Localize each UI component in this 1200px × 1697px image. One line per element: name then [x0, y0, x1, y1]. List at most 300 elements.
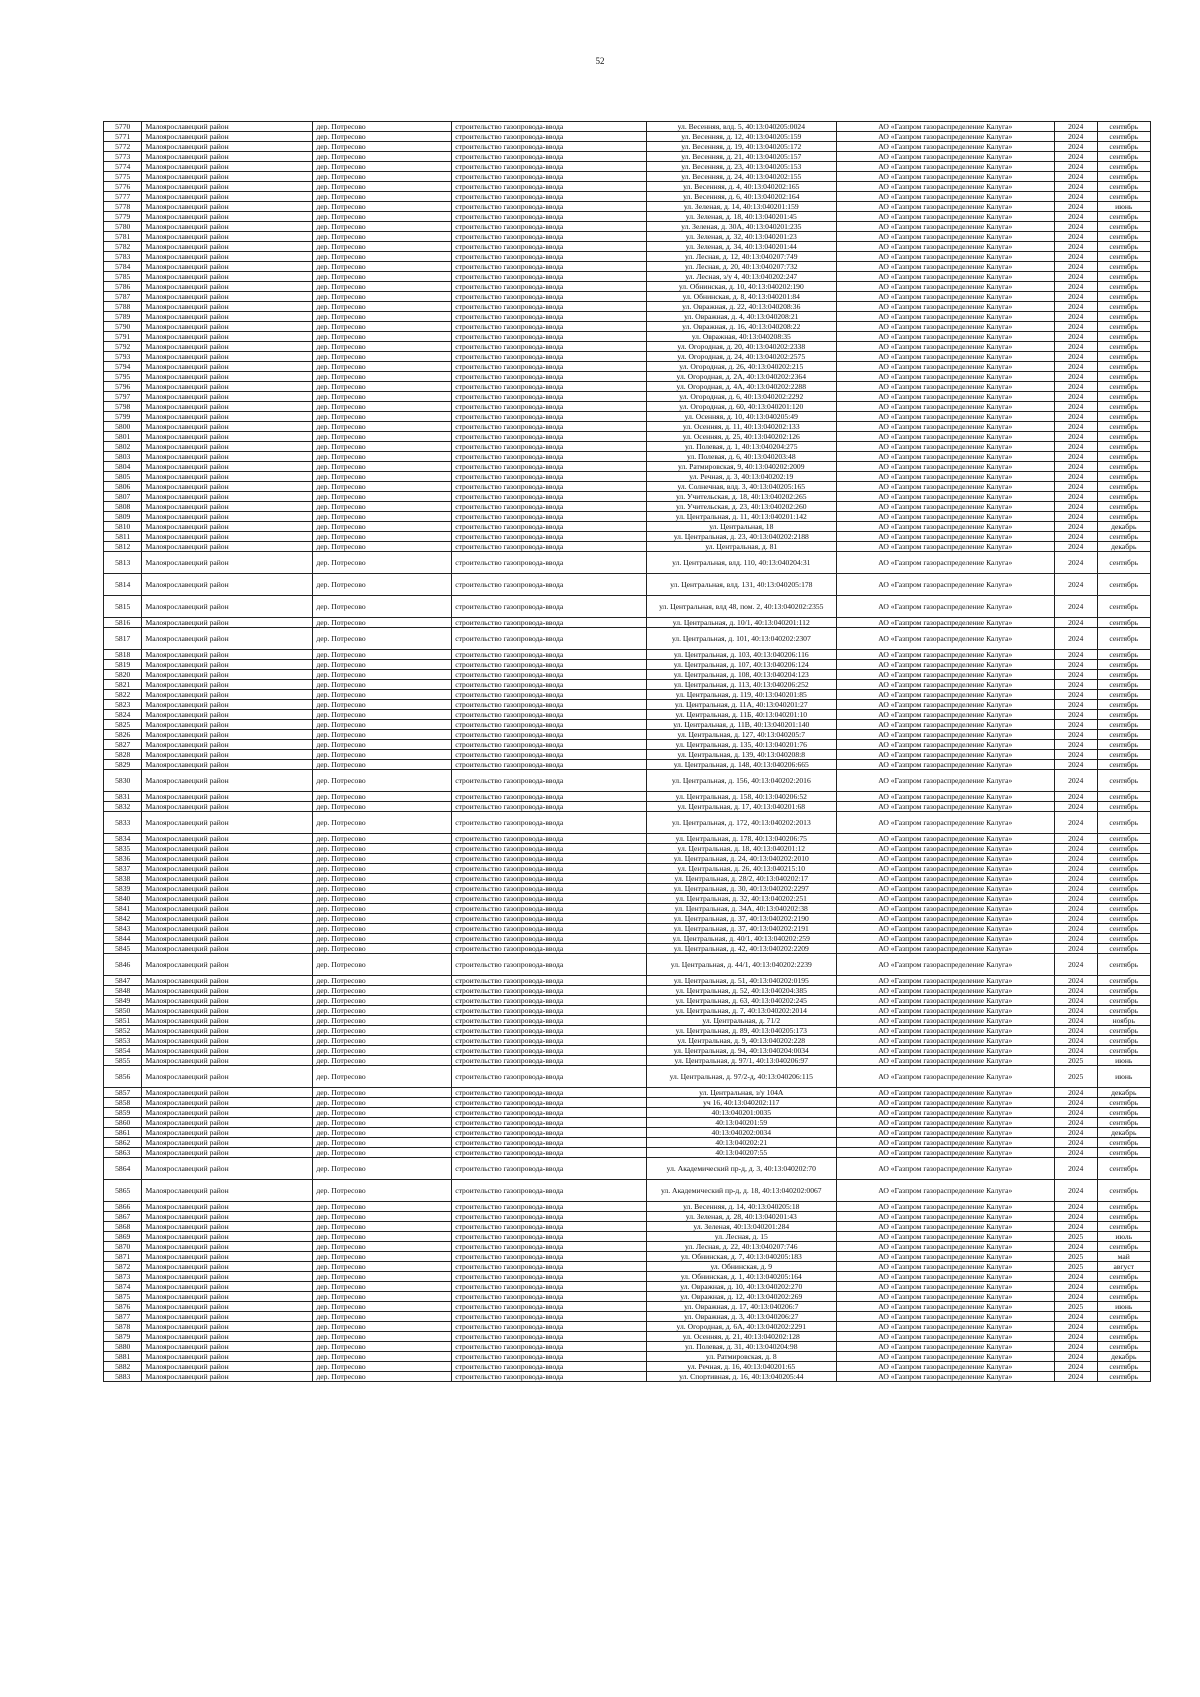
address-cell: ул. Овражная, д. 16, 40:13:040208:22: [646, 322, 836, 332]
address-cell: ул. Осенняя, д. 21, 40:13:040202:128: [646, 1332, 836, 1342]
address-cell: ул. Огородная, д. 6А, 40:13:040202:2291: [646, 1322, 836, 1332]
work-type-cell: строительство газопровода-ввода: [452, 894, 646, 904]
work-type-cell: строительство газопровода-ввода: [452, 720, 646, 730]
district-cell: Малоярославецкий район: [142, 392, 313, 402]
row-number: 5839: [104, 884, 142, 894]
row-number: 5829: [104, 760, 142, 770]
row-number: 5852: [104, 1026, 142, 1036]
month-cell: сентябрь: [1097, 392, 1150, 402]
address-cell: ул. Центральная, д. 26, 40:13:040215:10: [646, 864, 836, 874]
address-cell: ул. Центральная, д. 11Б, 40:13:040201:10: [646, 710, 836, 720]
work-type-cell: строительство газопровода-ввода: [452, 596, 646, 618]
row-number: 5864: [104, 1158, 142, 1180]
work-type-cell: строительство газопровода-ввода: [452, 512, 646, 522]
row-number: 5823: [104, 700, 142, 710]
locality-cell: дер. Потресово: [313, 542, 452, 552]
table-row: [104, 1322, 1151, 1332]
year-cell: 2024: [1054, 944, 1097, 954]
work-type-cell: строительство газопровода-ввода: [452, 628, 646, 650]
work-type-cell: строительство газопровода-ввода: [452, 1212, 646, 1222]
month-cell: сентябрь: [1097, 670, 1150, 680]
locality-cell: дер. Потресово: [313, 720, 452, 730]
month-cell: сентябрь: [1097, 1036, 1150, 1046]
address-cell: ул. Центральная, д. 28/2, 40:13:040202:17: [646, 874, 836, 884]
locality-cell: дер. Потресово: [313, 382, 452, 392]
locality-cell: дер. Потресово: [313, 1108, 452, 1118]
address-cell: ул. Зеленая, д. 32, 40:13:040201:23: [646, 232, 836, 242]
month-cell: сентябрь: [1097, 1006, 1150, 1016]
locality-cell: дер. Потресово: [313, 792, 452, 802]
locality-cell: дер. Потресово: [313, 132, 452, 142]
district-cell: Малоярославецкий район: [142, 122, 313, 132]
organization-cell: АО «Газпром газораспределение Калуга»: [836, 152, 1054, 162]
locality-cell: дер. Потресово: [313, 1202, 452, 1212]
address-cell: ул. Огородная, д. 24, 40:13:040202:2575: [646, 352, 836, 362]
locality-cell: дер. Потресово: [313, 1292, 452, 1302]
table-row: [104, 730, 1151, 740]
locality-cell: дер. Потресово: [313, 342, 452, 352]
row-number: 5861: [104, 1128, 142, 1138]
address-cell: ул. Центральная, влд. 131, 40:13:040205:178: [646, 574, 836, 596]
district-cell: Малоярославецкий район: [142, 402, 313, 412]
locality-cell: дер. Потресово: [313, 302, 452, 312]
table-row: [104, 532, 1151, 542]
row-number: 5859: [104, 1108, 142, 1118]
year-cell: 2024: [1054, 874, 1097, 884]
address-cell: ул. Весенняя, д. 23, 40:13:040205:153: [646, 162, 836, 172]
row-number: 5784: [104, 262, 142, 272]
locality-cell: дер. Потресово: [313, 322, 452, 332]
district-cell: Малоярославецкий район: [142, 1088, 313, 1098]
row-number: 5775: [104, 172, 142, 182]
table-row: [104, 1158, 1151, 1180]
district-cell: Малоярославецкий район: [142, 996, 313, 1006]
work-type-cell: строительство газопровода-ввода: [452, 1292, 646, 1302]
address-cell: ул. Овражная, д. 22, 40:13:040208:36: [646, 302, 836, 312]
organization-cell: АО «Газпром газораспределение Калуга»: [836, 802, 1054, 812]
year-cell: 2024: [1054, 142, 1097, 152]
address-cell: ул. Огородная, д. 4А, 40:13:040202:2288: [646, 382, 836, 392]
month-cell: сентябрь: [1097, 924, 1150, 934]
row-number: 5851: [104, 1016, 142, 1026]
district-cell: Малоярославецкий район: [142, 1046, 313, 1056]
locality-cell: дер. Потресово: [313, 1282, 452, 1292]
table-row: [104, 1148, 1151, 1158]
work-type-cell: строительство газопровода-ввода: [452, 262, 646, 272]
address-cell: ул. Зеленая, д. 14, 40:13:040201:159: [646, 202, 836, 212]
district-cell: Малоярославецкий район: [142, 954, 313, 976]
address-cell: ул. Спортивная, д. 16, 40:13:040205:44: [646, 1372, 836, 1382]
address-cell: ул. Центральная, д. 81: [646, 542, 836, 552]
locality-cell: дер. Потресово: [313, 1158, 452, 1180]
work-type-cell: строительство газопровода-ввода: [452, 282, 646, 292]
month-cell: сентябрь: [1097, 1362, 1150, 1372]
address-cell: ул. Центральная, д. 113, 40:13:040206:252: [646, 680, 836, 690]
work-type-cell: строительство газопровода-ввода: [452, 1066, 646, 1088]
address-cell: ул. Ратмировская, д. 8: [646, 1352, 836, 1362]
year-cell: 2024: [1054, 512, 1097, 522]
year-cell: 2024: [1054, 1322, 1097, 1332]
address-cell: ул. Лесная, з/у 4, 40:13:040202:247: [646, 272, 836, 282]
address-cell: ул. Центральная, д. 40/1, 40:13:040202:259: [646, 934, 836, 944]
table-row: [104, 492, 1151, 502]
table-row: [104, 422, 1151, 432]
locality-cell: дер. Потресово: [313, 1242, 452, 1252]
year-cell: 2024: [1054, 332, 1097, 342]
organization-cell: АО «Газпром газораспределение Калуга»: [836, 812, 1054, 834]
row-number: 5772: [104, 142, 142, 152]
district-cell: Малоярославецкий район: [142, 1292, 313, 1302]
month-cell: сентябрь: [1097, 422, 1150, 432]
row-number: 5867: [104, 1212, 142, 1222]
year-cell: 2024: [1054, 750, 1097, 760]
organization-cell: АО «Газпром газораспределение Калуга»: [836, 864, 1054, 874]
month-cell: июнь: [1097, 1056, 1150, 1066]
district-cell: Малоярославецкий район: [142, 1118, 313, 1128]
locality-cell: дер. Потресово: [313, 954, 452, 976]
month-cell: сентябрь: [1097, 262, 1150, 272]
locality-cell: дер. Потресово: [313, 392, 452, 402]
work-type-cell: строительство газопровода-ввода: [452, 182, 646, 192]
month-cell: сентябрь: [1097, 730, 1150, 740]
work-type-cell: строительство газопровода-ввода: [452, 402, 646, 412]
organization-cell: АО «Газпром газораспределение Калуга»: [836, 552, 1054, 574]
organization-cell: АО «Газпром газораспределение Калуга»: [836, 1056, 1054, 1066]
organization-cell: АО «Газпром газораспределение Калуга»: [836, 954, 1054, 976]
district-cell: Малоярославецкий район: [142, 730, 313, 740]
locality-cell: дер. Потресово: [313, 482, 452, 492]
year-cell: 2024: [1054, 1202, 1097, 1212]
year-cell: 2025: [1054, 1262, 1097, 1272]
table-row: [104, 142, 1151, 152]
work-type-cell: строительство газопровода-ввода: [452, 1026, 646, 1036]
district-cell: Малоярославецкий район: [142, 1180, 313, 1202]
district-cell: Малоярославецкий район: [142, 372, 313, 382]
row-number: 5788: [104, 302, 142, 312]
district-cell: Малоярославецкий район: [142, 1202, 313, 1212]
work-type-cell: строительство газопровода-ввода: [452, 432, 646, 442]
month-cell: сентябрь: [1097, 432, 1150, 442]
table-row: [104, 854, 1151, 864]
locality-cell: дер. Потресово: [313, 894, 452, 904]
organization-cell: АО «Газпром газораспределение Калуга»: [836, 1222, 1054, 1232]
organization-cell: АО «Газпром газораспределение Калуга»: [836, 934, 1054, 944]
address-cell: ул. Академический пр-д, д. 3, 40:13:040202:70: [646, 1158, 836, 1180]
row-number: 5836: [104, 854, 142, 864]
organization-cell: АО «Газпром газораспределение Калуга»: [836, 1252, 1054, 1262]
row-number: 5846: [104, 954, 142, 976]
district-cell: Малоярославецкий район: [142, 1232, 313, 1242]
table-row: [104, 1272, 1151, 1282]
locality-cell: дер. Потресово: [313, 1232, 452, 1242]
organization-cell: АО «Газпром газораспределение Калуга»: [836, 976, 1054, 986]
locality-cell: дер. Потресово: [313, 122, 452, 132]
table-row: [104, 1372, 1151, 1382]
year-cell: 2024: [1054, 914, 1097, 924]
month-cell: сентябрь: [1097, 492, 1150, 502]
organization-cell: АО «Газпром газораспределение Калуга»: [836, 1342, 1054, 1352]
address-cell: ул. Огородная, д. 20, 40:13:040202:2338: [646, 342, 836, 352]
address-cell: ул. Центральная, д. 119, 40:13:040201:85: [646, 690, 836, 700]
year-cell: 2024: [1054, 596, 1097, 618]
row-number: 5832: [104, 802, 142, 812]
year-cell: 2024: [1054, 372, 1097, 382]
organization-cell: АО «Газпром газораспределение Калуга»: [836, 660, 1054, 670]
year-cell: 2024: [1054, 282, 1097, 292]
month-cell: сентябрь: [1097, 996, 1150, 1006]
locality-cell: дер. Потресово: [313, 332, 452, 342]
address-cell: 40:13:040201:0035: [646, 1108, 836, 1118]
district-cell: Малоярославецкий район: [142, 628, 313, 650]
year-cell: 2024: [1054, 1352, 1097, 1362]
row-number: 5792: [104, 342, 142, 352]
locality-cell: дер. Потресово: [313, 884, 452, 894]
organization-cell: АО «Газпром газораспределение Калуга»: [836, 232, 1054, 242]
work-type-cell: строительство газопровода-ввода: [452, 242, 646, 252]
organization-cell: АО «Газпром газораспределение Калуга»: [836, 884, 1054, 894]
row-number: 5774: [104, 162, 142, 172]
month-cell: сентябрь: [1097, 844, 1150, 854]
row-number: 5810: [104, 522, 142, 532]
month-cell: сентябрь: [1097, 472, 1150, 482]
organization-cell: АО «Газпром газораспределение Калуга»: [836, 1302, 1054, 1312]
district-cell: Малоярославецкий район: [142, 680, 313, 690]
district-cell: Малоярославецкий район: [142, 1148, 313, 1158]
address-cell: ул. Центральная, д. 34А, 40:13:040202:38: [646, 904, 836, 914]
locality-cell: дер. Потресово: [313, 172, 452, 182]
address-cell: ул. Обнинская, д. 8, 40:13:040201:84: [646, 292, 836, 302]
district-cell: Малоярославецкий район: [142, 1372, 313, 1382]
month-cell: сентябрь: [1097, 302, 1150, 312]
district-cell: Малоярославецкий район: [142, 864, 313, 874]
table-row: [104, 1088, 1151, 1098]
year-cell: 2024: [1054, 292, 1097, 302]
district-cell: Малоярославецкий район: [142, 792, 313, 802]
row-number: 5771: [104, 132, 142, 142]
month-cell: сентябрь: [1097, 1292, 1150, 1302]
district-cell: Малоярославецкий район: [142, 1016, 313, 1026]
locality-cell: дер. Потресово: [313, 710, 452, 720]
month-cell: июль: [1097, 1232, 1150, 1242]
district-cell: Малоярославецкий район: [142, 1282, 313, 1292]
work-type-cell: строительство газопровода-ввода: [452, 812, 646, 834]
address-cell: ул. Центральная, д. 139, 40:13:040208:8: [646, 750, 836, 760]
row-number: 5812: [104, 542, 142, 552]
locality-cell: дер. Потресово: [313, 670, 452, 680]
work-type-cell: строительство газопровода-ввода: [452, 1088, 646, 1098]
work-type-cell: строительство газопровода-ввода: [452, 690, 646, 700]
address-cell: ул. Весенняя, д. 19, 40:13:040205:172: [646, 142, 836, 152]
district-cell: Малоярославецкий район: [142, 986, 313, 996]
table-row: [104, 282, 1151, 292]
locality-cell: дер. Потресово: [313, 502, 452, 512]
address-cell: ул. Зеленая, д. 34, 40:13:040201:44: [646, 242, 836, 252]
table-row: [104, 802, 1151, 812]
month-cell: сентябрь: [1097, 412, 1150, 422]
month-cell: декабрь: [1097, 542, 1150, 552]
address-cell: ул. Овражная, д. 17, 40:13:040206:7: [646, 1302, 836, 1312]
organization-cell: АО «Газпром газораспределение Калуга»: [836, 132, 1054, 142]
month-cell: сентябрь: [1097, 1148, 1150, 1158]
work-type-cell: строительство газопровода-ввода: [452, 1046, 646, 1056]
table-row: [104, 182, 1151, 192]
organization-cell: АО «Газпром газораспределение Калуга»: [836, 1312, 1054, 1322]
row-number: 5791: [104, 332, 142, 342]
organization-cell: АО «Газпром газораспределение Калуга»: [836, 986, 1054, 996]
locality-cell: дер. Потресово: [313, 362, 452, 372]
month-cell: сентябрь: [1097, 232, 1150, 242]
district-cell: Малоярославецкий район: [142, 760, 313, 770]
locality-cell: дер. Потресово: [313, 432, 452, 442]
work-type-cell: строительство газопровода-ввода: [452, 1202, 646, 1212]
month-cell: сентябрь: [1097, 352, 1150, 362]
district-cell: Малоярославецкий район: [142, 152, 313, 162]
year-cell: 2024: [1054, 740, 1097, 750]
table-row: [104, 834, 1151, 844]
row-number: 5876: [104, 1302, 142, 1312]
district-cell: Малоярославецкий район: [142, 1098, 313, 1108]
table-row: [104, 628, 1151, 650]
work-type-cell: строительство газопровода-ввода: [452, 232, 646, 242]
row-number: 5833: [104, 812, 142, 834]
table-row: [104, 1312, 1151, 1322]
district-cell: Малоярославецкий район: [142, 262, 313, 272]
month-cell: сентябрь: [1097, 680, 1150, 690]
month-cell: май: [1097, 1252, 1150, 1262]
organization-cell: АО «Газпром газораспределение Калуга»: [836, 1180, 1054, 1202]
year-cell: 2024: [1054, 322, 1097, 332]
locality-cell: дер. Потресово: [313, 628, 452, 650]
row-number: 5818: [104, 650, 142, 660]
address-cell: ул. Овражная, д. 12, 40:13:040202:269: [646, 1292, 836, 1302]
year-cell: 2024: [1054, 552, 1097, 574]
year-cell: 2024: [1054, 352, 1097, 362]
table-row: [104, 844, 1151, 854]
month-cell: сентябрь: [1097, 142, 1150, 152]
year-cell: 2024: [1054, 1016, 1097, 1026]
table-row: [104, 1302, 1151, 1312]
row-number: 5827: [104, 740, 142, 750]
table-row: [104, 292, 1151, 302]
district-cell: Малоярославецкий район: [142, 844, 313, 854]
organization-cell: АО «Газпром газораспределение Калуга»: [836, 162, 1054, 172]
year-cell: 2024: [1054, 382, 1097, 392]
month-cell: сентябрь: [1097, 452, 1150, 462]
work-type-cell: строительство газопровода-ввода: [452, 1232, 646, 1242]
month-cell: сентябрь: [1097, 1118, 1150, 1128]
table-row: [104, 1098, 1151, 1108]
month-cell: сентябрь: [1097, 342, 1150, 352]
table-row: [104, 1332, 1151, 1342]
row-number: 5826: [104, 730, 142, 740]
table-row: [104, 1202, 1151, 1212]
locality-cell: дер. Потресово: [313, 770, 452, 792]
locality-cell: дер. Потресово: [313, 262, 452, 272]
work-type-cell: строительство газопровода-ввода: [452, 976, 646, 986]
district-cell: Малоярославецкий район: [142, 472, 313, 482]
year-cell: 2024: [1054, 720, 1097, 730]
organization-cell: АО «Газпром газораспределение Калуга»: [836, 182, 1054, 192]
work-type-cell: строительство газопровода-ввода: [452, 522, 646, 532]
district-cell: Малоярославецкий район: [142, 502, 313, 512]
month-cell: сентябрь: [1097, 1242, 1150, 1252]
row-number: 5795: [104, 372, 142, 382]
row-number: 5840: [104, 894, 142, 904]
organization-cell: АО «Газпром газораспределение Калуга»: [836, 472, 1054, 482]
locality-cell: дер. Потресово: [313, 1180, 452, 1202]
district-cell: Малоярославецкий район: [142, 292, 313, 302]
district-cell: Малоярославецкий район: [142, 362, 313, 372]
work-type-cell: строительство газопровода-ввода: [452, 1108, 646, 1118]
work-type-cell: строительство газопровода-ввода: [452, 122, 646, 132]
year-cell: 2025: [1054, 1302, 1097, 1312]
year-cell: 2024: [1054, 1006, 1097, 1016]
address-cell: уч 16, 40:13:040202:117: [646, 1098, 836, 1108]
month-cell: сентябрь: [1097, 792, 1150, 802]
year-cell: 2025: [1054, 1232, 1097, 1242]
address-cell: ул. Весенняя, д. 6, 40:13:040202:164: [646, 192, 836, 202]
table-row: [104, 954, 1151, 976]
work-type-cell: строительство газопровода-ввода: [452, 312, 646, 322]
district-cell: Малоярославецкий район: [142, 302, 313, 312]
row-number: 5877: [104, 1312, 142, 1322]
row-number: 5804: [104, 462, 142, 472]
locality-cell: дер. Потресово: [313, 1312, 452, 1322]
address-cell: ул. Весенняя, д. 24, 40:13:040202:155: [646, 172, 836, 182]
work-type-cell: строительство газопровода-ввода: [452, 292, 646, 302]
year-cell: 2024: [1054, 1242, 1097, 1252]
year-cell: 2024: [1054, 402, 1097, 412]
locality-cell: дер. Потресово: [313, 1128, 452, 1138]
organization-cell: АО «Газпром газораспределение Калуга»: [836, 1026, 1054, 1036]
organization-cell: АО «Газпром газораспределение Калуга»: [836, 650, 1054, 660]
organization-cell: АО «Газпром газораспределение Калуга»: [836, 904, 1054, 914]
organization-cell: АО «Газпром газораспределение Калуга»: [836, 142, 1054, 152]
organization-cell: АО «Газпром газораспределение Калуга»: [836, 362, 1054, 372]
table-row: [104, 720, 1151, 730]
year-cell: 2024: [1054, 680, 1097, 690]
work-type-cell: строительство газопровода-ввода: [452, 1242, 646, 1252]
month-cell: сентябрь: [1097, 812, 1150, 834]
locality-cell: дер. Потресово: [313, 1322, 452, 1332]
locality-cell: дер. Потресово: [313, 874, 452, 884]
district-cell: Малоярославецкий район: [142, 242, 313, 252]
row-number: 5853: [104, 1036, 142, 1046]
row-number: 5800: [104, 422, 142, 432]
work-type-cell: строительство газопровода-ввода: [452, 1148, 646, 1158]
month-cell: сентябрь: [1097, 954, 1150, 976]
table-row: [104, 618, 1151, 628]
work-type-cell: строительство газопровода-ввода: [452, 212, 646, 222]
year-cell: 2024: [1054, 132, 1097, 142]
row-number: 5808: [104, 502, 142, 512]
locality-cell: дер. Потресово: [313, 1046, 452, 1056]
organization-cell: АО «Газпром газораспределение Калуга»: [836, 1202, 1054, 1212]
district-cell: Малоярославецкий район: [142, 834, 313, 844]
table-row: [104, 152, 1151, 162]
year-cell: 2024: [1054, 172, 1097, 182]
year-cell: 2024: [1054, 730, 1097, 740]
month-cell: сентябрь: [1097, 1372, 1150, 1382]
table-row: [104, 1118, 1151, 1128]
locality-cell: дер. Потресово: [313, 996, 452, 1006]
address-cell: ул. Речная, д. 16, 40:13:040201:65: [646, 1362, 836, 1372]
table-row: [104, 944, 1151, 954]
work-type-cell: строительство газопровода-ввода: [452, 1372, 646, 1382]
month-cell: сентябрь: [1097, 1212, 1150, 1222]
district-cell: Малоярославецкий район: [142, 512, 313, 522]
district-cell: Малоярославецкий район: [142, 332, 313, 342]
